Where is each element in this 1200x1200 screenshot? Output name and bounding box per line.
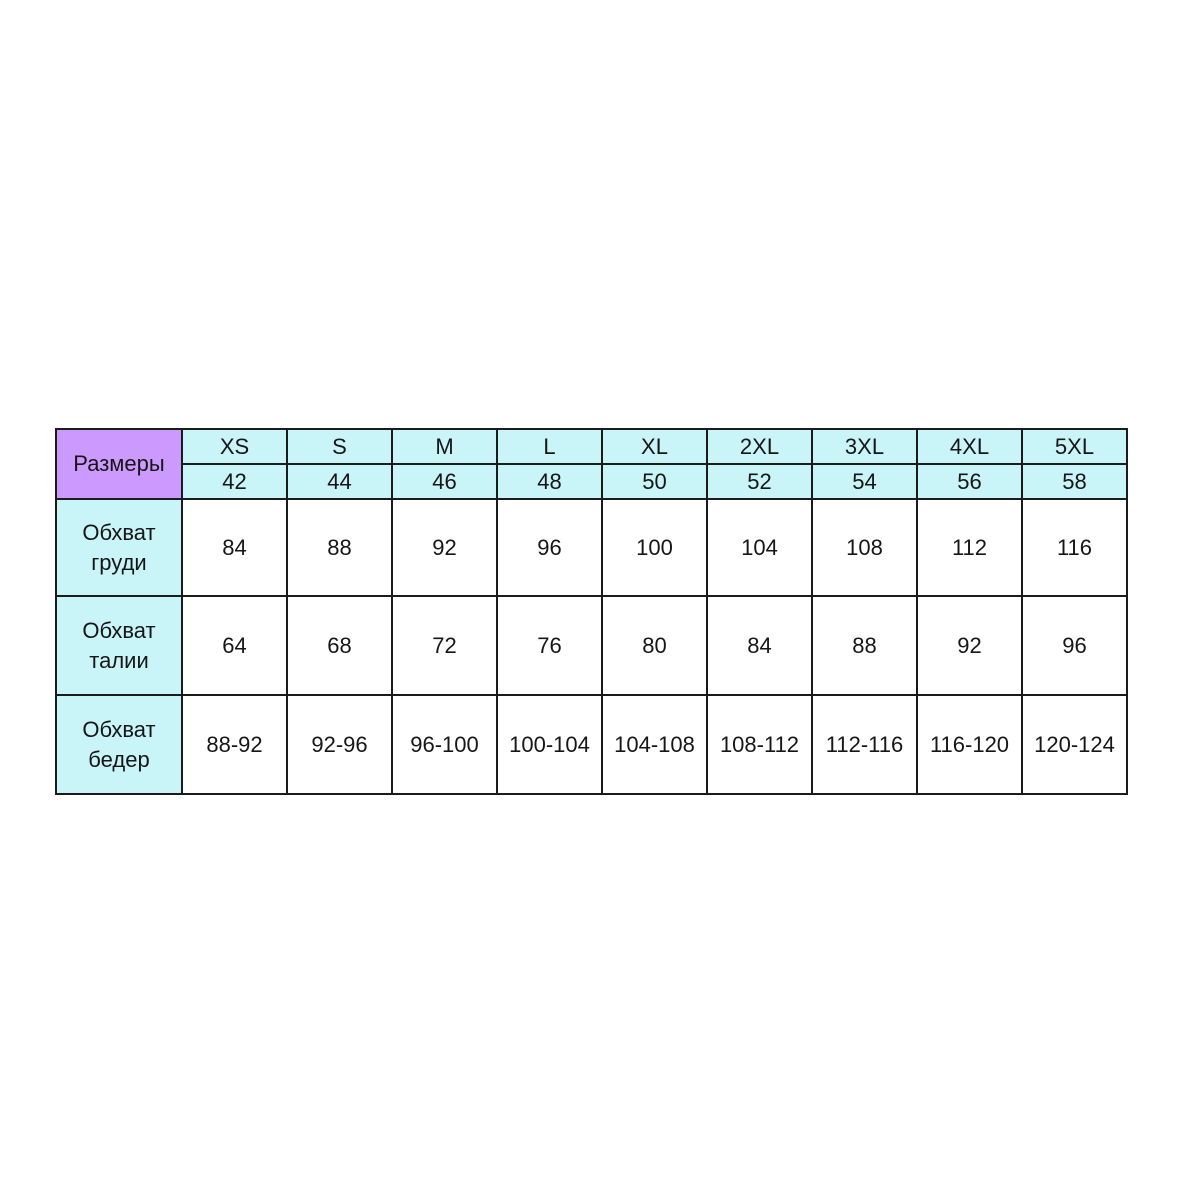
size-label-cell-L: L	[497, 429, 602, 464]
value-cell-2-8: 120-124	[1022, 695, 1127, 794]
size-number-cell-48: 48	[497, 464, 602, 499]
value-cell-2-3: 100-104	[497, 695, 602, 794]
size-table	[55, 428, 1128, 795]
size-label-cell-XL: XL	[602, 429, 707, 464]
value-cell-0-8: 116	[1022, 499, 1127, 596]
row-label-cell-2: Обхват бедер	[56, 695, 182, 794]
value-cell-1-8: 96	[1022, 596, 1127, 695]
size-table-body	[56, 429, 1127, 794]
size-chart	[55, 428, 1128, 795]
measure-row-1	[56, 596, 1127, 695]
size-number-cell-50: 50	[602, 464, 707, 499]
size-label-cell-2XL: 2XL	[707, 429, 812, 464]
value-cell-2-0: 88-92	[182, 695, 287, 794]
value-cell-1-5: 84	[707, 596, 812, 695]
size-label-cell-3XL: 3XL	[812, 429, 917, 464]
value-cell-0-7: 112	[917, 499, 1022, 596]
value-cell-0-2: 92	[392, 499, 497, 596]
value-cell-1-2: 72	[392, 596, 497, 695]
size-number-cell-58: 58	[1022, 464, 1127, 499]
size-number-cell-42: 42	[182, 464, 287, 499]
value-cell-0-6: 108	[812, 499, 917, 596]
measure-row-0	[56, 499, 1127, 596]
value-cell-1-6: 88	[812, 596, 917, 695]
value-cell-0-5: 104	[707, 499, 812, 596]
value-cell-0-4: 100	[602, 499, 707, 596]
header-row-numbers	[56, 464, 1127, 499]
value-cell-1-7: 92	[917, 596, 1022, 695]
size-number-cell-46: 46	[392, 464, 497, 499]
value-cell-1-1: 68	[287, 596, 392, 695]
size-label-cell-5XL: 5XL	[1022, 429, 1127, 464]
size-label-cell-XS: XS	[182, 429, 287, 464]
size-label-cell-4XL: 4XL	[917, 429, 1022, 464]
value-cell-2-6: 112-116	[812, 695, 917, 794]
value-cell-2-1: 92-96	[287, 695, 392, 794]
size-number-cell-54: 54	[812, 464, 917, 499]
value-cell-0-3: 96	[497, 499, 602, 596]
corner-cell-sizes-label: Размеры	[56, 429, 182, 499]
header-row-sizes	[56, 429, 1127, 464]
size-number-cell-44: 44	[287, 464, 392, 499]
size-number-cell-56: 56	[917, 464, 1022, 499]
row-label-cell-0: Обхват груди	[56, 499, 182, 596]
value-cell-0-0: 84	[182, 499, 287, 596]
row-label-cell-1: Обхват талии	[56, 596, 182, 695]
value-cell-2-7: 116-120	[917, 695, 1022, 794]
measure-row-2	[56, 695, 1127, 794]
size-number-cell-52: 52	[707, 464, 812, 499]
size-label-cell-S: S	[287, 429, 392, 464]
value-cell-2-5: 108-112	[707, 695, 812, 794]
value-cell-0-1: 88	[287, 499, 392, 596]
value-cell-2-2: 96-100	[392, 695, 497, 794]
value-cell-1-3: 76	[497, 596, 602, 695]
value-cell-1-4: 80	[602, 596, 707, 695]
size-label-cell-M: M	[392, 429, 497, 464]
value-cell-1-0: 64	[182, 596, 287, 695]
value-cell-2-4: 104-108	[602, 695, 707, 794]
